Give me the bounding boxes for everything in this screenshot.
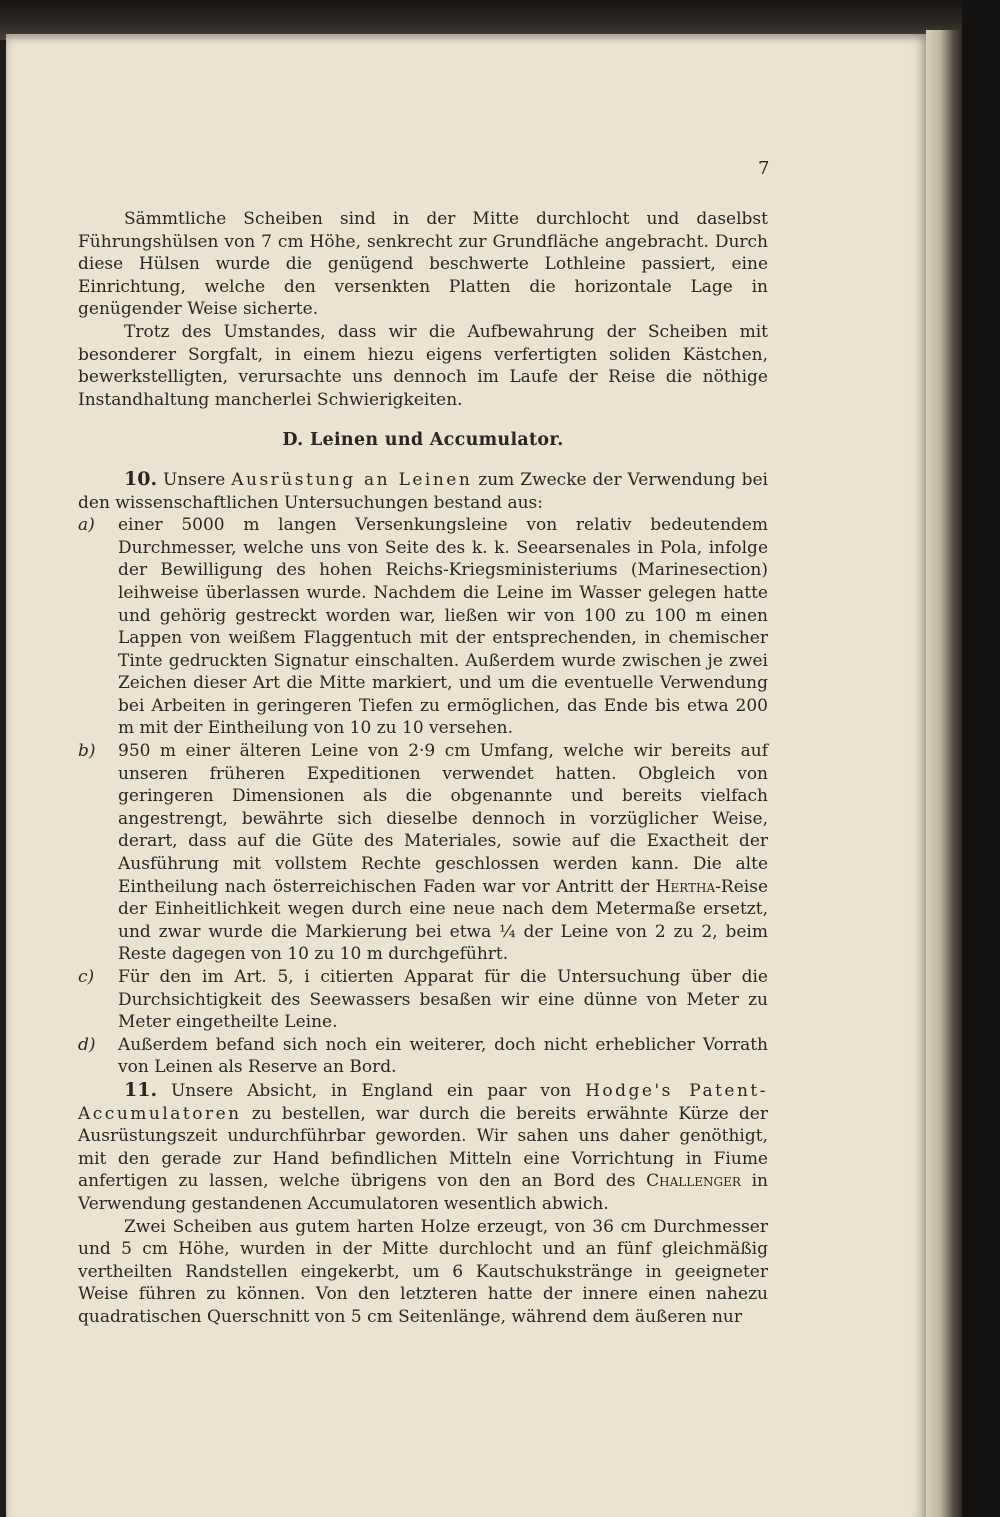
- section-heading: D. Leinen und Accumulator.: [282, 430, 564, 451]
- paragraph-section-10: [78, 468, 768, 514]
- ship-name: Challenger: [646, 1171, 741, 1192]
- section-10-intro-before: Unsere: [163, 469, 226, 490]
- paragraph-discs: Sämmtliche Scheiben sind in der Mitte durchlocht und daselbst Führungshülsen von 7 cm Höhe, senkrecht zur Grundfläche angebracht. Durch diese Hülsen wurde die genügend beschwerte Lothleine passiert, eine Einrichtung, welche den versenkten Platten die horizontale Lage in genügender Weise sicherte.: [78, 209, 768, 320]
- item-label: b): [78, 741, 96, 762]
- item-label: c): [78, 967, 95, 987]
- section-number: 11.: [124, 1078, 158, 1101]
- body-text: [78, 150, 768, 1329]
- item-text: Außerdem befand sich noch ein weiterer, doch nicht erheblicher Vorrath von Leinen als Reserve an Bord.: [118, 1034, 768, 1078]
- section-11-text-mid: zu bestellen, war durch die bereits erwähnte Kürze der Ausrüstungszeit undurchführbar geworden. Wir sahen uns daher genöthigt, mit den gerade zur Hand befindlichen Mitteln eine Vorrichtung in Fiume anfertigen zu lassen, welche übrigens von den an Bord des: [78, 1103, 768, 1192]
- section-10-intro-after: zum Zwecke der Verwendung bei den wissenschaftlichen Untersuchungen bestand aus:: [78, 469, 768, 513]
- page-edge: [926, 30, 962, 1517]
- item-text: Für den im Art. 5, i citierten Apparat für die Untersuchung über die Durchsichtigkeit des Seewassers besaßen wir eine dünne von Meter zu Meter eingetheilte Leine.: [118, 967, 768, 1033]
- ship-name: Hertha: [655, 876, 716, 897]
- list-item: [78, 966, 768, 1034]
- item-label: d): [78, 1034, 96, 1055]
- section-11-intro-before: Unsere Absicht, in England ein paar von: [170, 1080, 572, 1101]
- list-item: [78, 514, 768, 740]
- book-binding: [962, 0, 1000, 1517]
- paragraph-section-11: [78, 1079, 768, 1216]
- list-item: [78, 1034, 768, 1079]
- page-number: 7: [758, 158, 770, 179]
- section-number: 10.: [124, 467, 158, 490]
- section-11-text-after: in Verwendung gestandenen Accumulatoren wesentlich abwich.: [78, 1171, 768, 1214]
- item-text-continued: -Reise der Einheitlichkeit wegen durch eine neue nach dem Metermaße ersetzt, und zwar wurde die Markierung bei etwa ¼ der Leine von 2 zu 2, beim Reste dagegen von 10 zu 10 m durchgeführt.: [118, 876, 769, 965]
- item-text: einer 5000 m langen Versenkungsleine von relativ bedeutendem Durchmesser, welche uns von Seite des k. k. Seearsenales in Pola, infolge der Bewilligung des hohen Reichs-Kriegsministeriums (Marinesection) leihweise überlassen wurde. Nachdem die Leine im Wasser gelegen hatte und gehörig gestreckt worden war, ließen wir von 100 zu 100 m einen Lappen von weißem Flaggentuch mit der entsprechenden, in chemischer Tinte gedruckten Signatur einschalten. Außerdem wurde zwischen je zwei Zeichen dieser Art die Mitte markiert, und um die eventuelle Verwendung bei Arbeiten in geringeren Tiefen zu ermöglichen, das Ende bis etwa 200 m mit der Eintheilung von 10 zu 10 versehen.: [118, 515, 768, 739]
- section-10-spaced-phrase: Ausrüstung an Leinen: [231, 469, 473, 490]
- paragraph-storage: Trotz des Umstandes, dass wir die Aufbewahrung der Scheiben mit besonderer Sorgfalt, in einem hiezu eigens verfertigten soliden Kästchen, bewerkstelligten, verursachte uns dennoch im Laufe der Reise die nöthige Instandhaltung mancherlei Schwierigkeiten.: [78, 321, 768, 410]
- item-label: a): [78, 515, 95, 536]
- list-item: [78, 740, 768, 966]
- section-11-spaced-phrase: Hodge's Patent-Accumulatoren: [78, 1080, 769, 1124]
- item-text: 950 m einer älteren Leine von 2·9 cm Umfang, welche wir bereits auf unseren früheren Expeditionen verwendet hatten. Obgleich von geringeren Dimensionen als die obgenannte und bereits vielfach angestrengt, bewährte sich dieselbe dennoch in vorzüglicher Weise, derart, dass auf die Güte des Materiales, sowie auf die Exactheit der Ausführung mit vollstem Rechte geschlossen werden kann. Die alte Eintheilung nach österreichischen Faden war vor Antritt der: [118, 741, 768, 897]
- paragraph-accumulator: Zwei Scheiben aus gutem harten Holze erzeugt, von 36 cm Durchmesser und 5 cm Höhe, wurden in der Mitte durchlocht und an fünf gleichmäßig vertheilten Randstellen eingekerbt, um 6 Kautschukstränge in geeigneter Weise führen zu können. Von den letzteren hatte der innere einen nahezu quadratischen Querschnitt von 5 cm Seitenlänge, während dem äußeren nur: [78, 1216, 768, 1327]
